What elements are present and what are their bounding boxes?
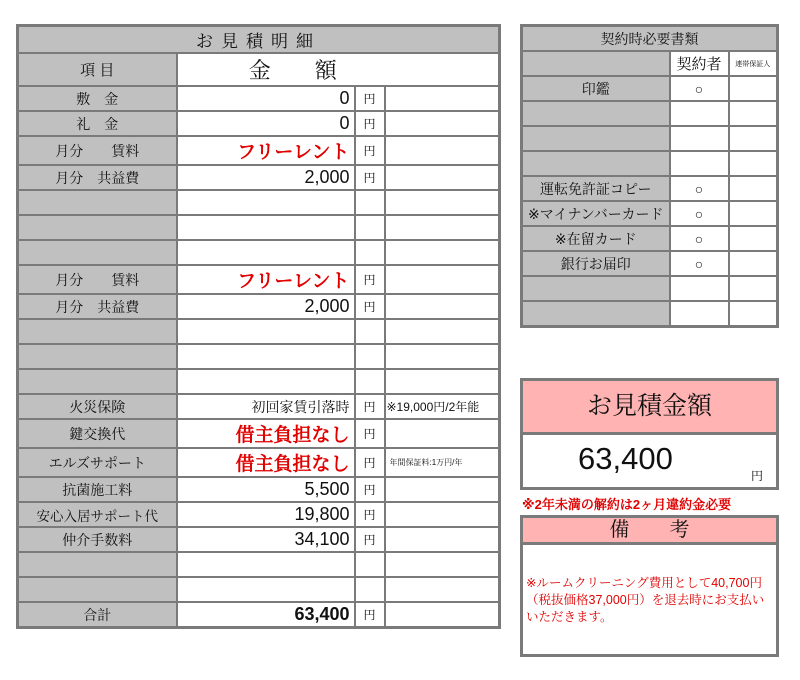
row-amount xyxy=(177,190,355,215)
row-label: 月分 賃料 xyxy=(18,136,177,165)
contractor-mark xyxy=(670,276,729,301)
row-amount xyxy=(177,369,355,394)
estimate-detail-title: お見積明細 xyxy=(18,26,500,54)
row-note xyxy=(385,86,500,111)
row-note xyxy=(385,552,500,577)
row-unit: 円 xyxy=(355,527,385,552)
row-label xyxy=(18,190,177,215)
row-label: 月分 共益費 xyxy=(18,294,177,319)
row-amount: 34,100 xyxy=(177,527,355,552)
contractor-mark: ○ xyxy=(670,226,729,251)
row-label: 安心入居サポート代 xyxy=(18,502,177,527)
document-label: ※在留カード xyxy=(522,226,670,251)
estimate-row xyxy=(18,577,500,602)
guarantor-mark xyxy=(729,251,778,276)
contractor-mark: ○ xyxy=(670,201,729,226)
document-label: 印鑑 xyxy=(522,76,670,101)
document-row xyxy=(522,251,778,276)
row-label xyxy=(18,369,177,394)
estimate-row xyxy=(18,369,500,394)
row-note xyxy=(385,477,500,502)
row-label xyxy=(18,319,177,344)
row-unit: 円 xyxy=(355,294,385,319)
row-note xyxy=(385,319,500,344)
document-row xyxy=(522,176,778,201)
estimate-row xyxy=(18,215,500,240)
row-note xyxy=(385,265,500,294)
row-note: ※19,000円/2年能 xyxy=(385,394,500,419)
row-note xyxy=(385,602,500,628)
row-label xyxy=(18,215,177,240)
row-unit: 円 xyxy=(355,265,385,294)
penalty-note: ※2年未満の解約は2ヶ月違約金必要 xyxy=(522,497,732,512)
guarantor-mark xyxy=(729,276,778,301)
row-note xyxy=(385,111,500,136)
contractor-mark xyxy=(670,151,729,176)
document-label xyxy=(522,276,670,301)
row-note xyxy=(385,190,500,215)
guarantor-mark xyxy=(729,101,778,126)
row-amount: 借主負担なし xyxy=(177,448,355,477)
estimate-row xyxy=(18,448,500,477)
row-unit: 円 xyxy=(355,394,385,419)
row-amount xyxy=(177,577,355,602)
row-unit: 円 xyxy=(355,165,385,190)
guarantor-mark xyxy=(729,226,778,251)
row-unit xyxy=(355,552,385,577)
estimate-row xyxy=(18,527,500,552)
row-label: 火災保険 xyxy=(18,394,177,419)
row-amount: 5,500 xyxy=(177,477,355,502)
required-docs-title: 契約時必要書類 xyxy=(522,26,778,52)
document-row xyxy=(522,101,778,126)
row-unit: 円 xyxy=(355,111,385,136)
row-label: 月分 共益費 xyxy=(18,165,177,190)
document-row xyxy=(522,126,778,151)
estimate-row xyxy=(18,165,500,190)
guarantor-mark xyxy=(729,126,778,151)
row-note xyxy=(385,136,500,165)
remarks-box xyxy=(520,515,779,657)
estimate-row xyxy=(18,552,500,577)
row-note xyxy=(385,240,500,265)
row-unit xyxy=(355,319,385,344)
row-note: 年間保証料:1万円/年 xyxy=(385,448,500,477)
estimate-row xyxy=(18,319,500,344)
row-amount xyxy=(177,344,355,369)
row-label xyxy=(18,240,177,265)
row-unit: 円 xyxy=(355,448,385,477)
guarantor-mark xyxy=(729,151,778,176)
row-unit xyxy=(355,344,385,369)
document-label xyxy=(522,101,670,126)
row-amount: 2,000 xyxy=(177,165,355,190)
row-unit xyxy=(355,215,385,240)
estimate-row xyxy=(18,294,500,319)
document-label: 運転免許証コピー xyxy=(522,176,670,201)
row-label xyxy=(18,552,177,577)
estimate-row xyxy=(18,477,500,502)
document-row xyxy=(522,151,778,176)
row-amount: 19,800 xyxy=(177,502,355,527)
row-amount: 借主負担なし xyxy=(177,419,355,448)
row-label xyxy=(18,344,177,369)
row-unit: 円 xyxy=(355,602,385,628)
row-unit: 円 xyxy=(355,502,385,527)
row-label: 鍵交換代 xyxy=(18,419,177,448)
estimate-detail-table xyxy=(16,24,501,629)
estimate-row xyxy=(18,419,500,448)
row-unit xyxy=(355,577,385,602)
row-amount xyxy=(177,552,355,577)
document-label xyxy=(522,151,670,176)
estimate-row xyxy=(18,240,500,265)
row-note xyxy=(385,419,500,448)
estimate-row xyxy=(18,86,500,111)
document-row xyxy=(522,76,778,101)
row-unit xyxy=(355,240,385,265)
row-note xyxy=(385,344,500,369)
document-row xyxy=(522,301,778,327)
document-row xyxy=(522,226,778,251)
document-label xyxy=(522,301,670,327)
document-label xyxy=(522,126,670,151)
header-contractor: 契約者 xyxy=(670,51,729,76)
row-amount xyxy=(177,319,355,344)
row-note xyxy=(385,369,500,394)
estimate-row xyxy=(18,502,500,527)
row-amount: フリーレント xyxy=(177,265,355,294)
estimate-row xyxy=(18,136,500,165)
row-amount: 0 xyxy=(177,111,355,136)
row-note xyxy=(385,577,500,602)
estimate-row xyxy=(18,394,500,419)
row-amount: 初回家賃引落時 xyxy=(177,394,355,419)
header-guarantor: 連帯保証人 xyxy=(729,51,778,76)
contractor-mark: ○ xyxy=(670,76,729,101)
guarantor-mark xyxy=(729,76,778,101)
row-unit xyxy=(355,190,385,215)
row-label xyxy=(18,577,177,602)
header-amount: 金 額 xyxy=(177,53,500,86)
estimate-row xyxy=(18,111,500,136)
row-amount: 0 xyxy=(177,86,355,111)
guarantor-mark xyxy=(729,176,778,201)
row-amount: 2,000 xyxy=(177,294,355,319)
estimate-row xyxy=(18,190,500,215)
document-row xyxy=(522,276,778,301)
estimate-total-amount: 63,400 xyxy=(578,441,673,476)
row-unit: 円 xyxy=(355,477,385,502)
contractor-mark xyxy=(670,301,729,327)
document-row xyxy=(522,201,778,226)
row-label: 合計 xyxy=(18,602,177,628)
remarks-text: ※ルームクリーニング費用として40,700円（税抜価格37,000円）を退去時にお支払いいただきます。 xyxy=(526,576,765,624)
row-amount: フリーレント xyxy=(177,136,355,165)
contractor-mark: ○ xyxy=(670,176,729,201)
row-unit xyxy=(355,369,385,394)
estimate-row xyxy=(18,265,500,294)
guarantor-mark xyxy=(729,301,778,327)
row-label: エルズサポート xyxy=(18,448,177,477)
row-label: 月分 賃料 xyxy=(18,265,177,294)
header-item: 項 目 xyxy=(18,53,177,86)
document-label: ※マイナンバーカード xyxy=(522,201,670,226)
row-amount xyxy=(177,240,355,265)
estimate-row xyxy=(18,602,500,628)
estimate-total-unit: 円 xyxy=(751,469,764,483)
row-label: 敷 金 xyxy=(18,86,177,111)
row-note xyxy=(385,527,500,552)
row-unit: 円 xyxy=(355,86,385,111)
guarantor-mark xyxy=(729,201,778,226)
row-label: 仲介手数料 xyxy=(18,527,177,552)
row-unit: 円 xyxy=(355,419,385,448)
row-note xyxy=(385,165,500,190)
row-note xyxy=(385,215,500,240)
row-amount: 63,400 xyxy=(177,602,355,628)
row-label: 礼 金 xyxy=(18,111,177,136)
document-label: 銀行お届印 xyxy=(522,251,670,276)
row-unit: 円 xyxy=(355,136,385,165)
row-note xyxy=(385,502,500,527)
row-note xyxy=(385,294,500,319)
required-documents-table xyxy=(520,24,779,328)
estimate-total-box xyxy=(520,378,779,490)
row-amount xyxy=(177,215,355,240)
contractor-mark: ○ xyxy=(670,251,729,276)
row-label: 抗菌施工料 xyxy=(18,477,177,502)
remarks-title: 備 考 xyxy=(523,518,776,545)
estimate-total-title: お見積金額 xyxy=(523,381,776,435)
estimate-row xyxy=(18,344,500,369)
contractor-mark xyxy=(670,101,729,126)
header-blank xyxy=(522,51,670,76)
contractor-mark xyxy=(670,126,729,151)
